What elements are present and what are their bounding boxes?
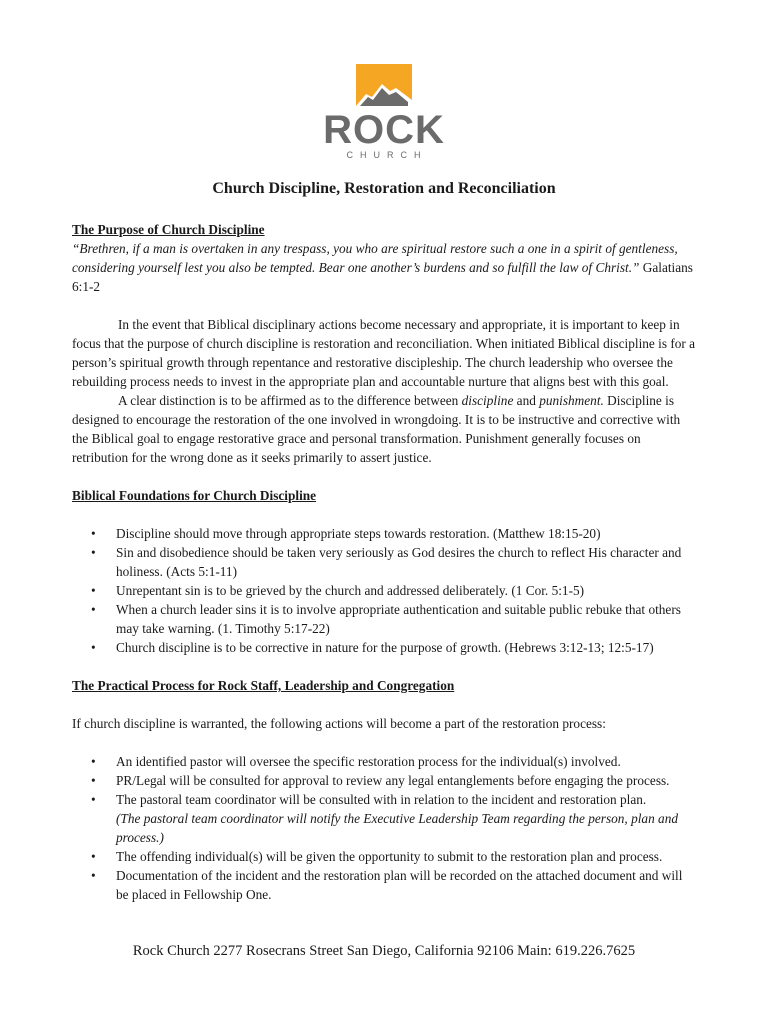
bullet: • bbox=[91, 545, 96, 560]
bullet: • bbox=[91, 773, 96, 788]
page-title: Church Discipline, Restoration and Reconciliation bbox=[212, 180, 556, 197]
document-body bbox=[72, 220, 696, 904]
bullet: • bbox=[91, 583, 96, 598]
list-item: • Church discipline is to be corrective in nature for the purpose of growth. (Hebrews 3:12-13; 12:5-17) bbox=[91, 640, 654, 655]
list-item: • Documentation of the incident and the restoration plan will be recorded on the attached document and will be placed in Fellowship One. bbox=[91, 868, 683, 902]
coordinator-note: (The pastoral team coordinator will notify the Executive Leadership Team regarding the person, plan and process.) bbox=[116, 811, 678, 845]
bullet: • bbox=[91, 640, 96, 655]
list-item: • When a church leader sins it is to involve appropriate authentication and suitable public rebuke that others may take warning. (1. Timothy 5:17-22) bbox=[91, 602, 681, 636]
bullet: • bbox=[91, 754, 96, 769]
rock-church-logo bbox=[312, 64, 456, 160]
foundations-list bbox=[72, 524, 696, 657]
purpose-heading: The Purpose of Church Discipline bbox=[72, 222, 265, 237]
quote-reference: Galatians 6:1-2 bbox=[72, 260, 693, 294]
process-heading: The Practical Process for Rock Staff, Leadership and Congregation bbox=[72, 678, 455, 693]
process-intro: If church discipline is warranted, the following actions will become a part of the restoration process: bbox=[72, 716, 606, 731]
bullet: • bbox=[91, 792, 96, 807]
bullet: • bbox=[91, 868, 96, 883]
bullet: • bbox=[91, 849, 96, 864]
list-item: • PR/Legal will be consulted for approval to review any legal entanglements before engaging the process. bbox=[91, 773, 670, 788]
list-item: • Discipline should move through appropriate steps towards restoration. (Matthew 18:15-20) bbox=[91, 526, 601, 541]
footer-address: Rock Church 2277 Rosecrans Street San Diego, California 92106 Main: 619.226.7625 bbox=[132, 943, 636, 959]
bullet: • bbox=[91, 526, 96, 541]
foundations-heading: Biblical Foundations for Church Discipline bbox=[72, 488, 317, 503]
list-item: • Sin and disobedience should be taken very seriously as God desires the church to reflect His character and holiness. (Acts 5:1-11) bbox=[91, 545, 682, 579]
list-item: • Unrepentant sin is to be grieved by the church and addressed deliberately. (1 Cor. 5:1-5) bbox=[91, 583, 585, 598]
purpose-paragraph-1: In the event that Biblical disciplinary actions become necessary and appropriate, it is important to keep in focus that the purpose of church discipline is restoration and reconciliation. When initiated Biblical discipline is for a person’s spiritual growth through repentance and restorative discipleship. The church leadership who oversee the rebuilding process needs to invest in the appropriate plan and accountable nurture that aligns best with this goal. bbox=[72, 317, 696, 389]
logo-subtitle: CHURCH bbox=[346, 150, 428, 160]
logo-word: ROCK bbox=[323, 108, 445, 152]
list-item: • The pastoral team coordinator will be consulted with in relation to the incident and restoration plan. (The pastoral team coordinator will notify the Executive Leadership Team regarding the person, plan and process.) bbox=[91, 792, 678, 845]
list-item: • An identified pastor will oversee the specific restoration process for the individual(s) involved. bbox=[91, 754, 621, 769]
process-list bbox=[72, 752, 696, 904]
bullet: • bbox=[91, 602, 96, 617]
quote-text: “Brethren, if a man is overtaken in any trespass, you who are spiritual restore such a one in a spirit of gentleness, considering yourself lest you also be tempted. Bear one another’s burdens and so fulfill the law of Christ.” bbox=[72, 241, 678, 275]
list-item: • The offending individual(s) will be given the opportunity to submit to the restoration plan and process. bbox=[91, 849, 663, 864]
galatians-quote bbox=[72, 239, 696, 296]
mountain-icon bbox=[356, 64, 412, 106]
purpose-paragraph-2: A clear distinction is to be affirmed as to the difference between discipline and punishment. Discipline is designed to encourage the restoration of the one involved in wrongdoing. It is to be instructive and corrective with the Biblical goal to engage restorative grace and personal transformation. Punishment generally focuses on retribution for the wrong done as it seeks primarily to assert justice. bbox=[72, 393, 681, 465]
